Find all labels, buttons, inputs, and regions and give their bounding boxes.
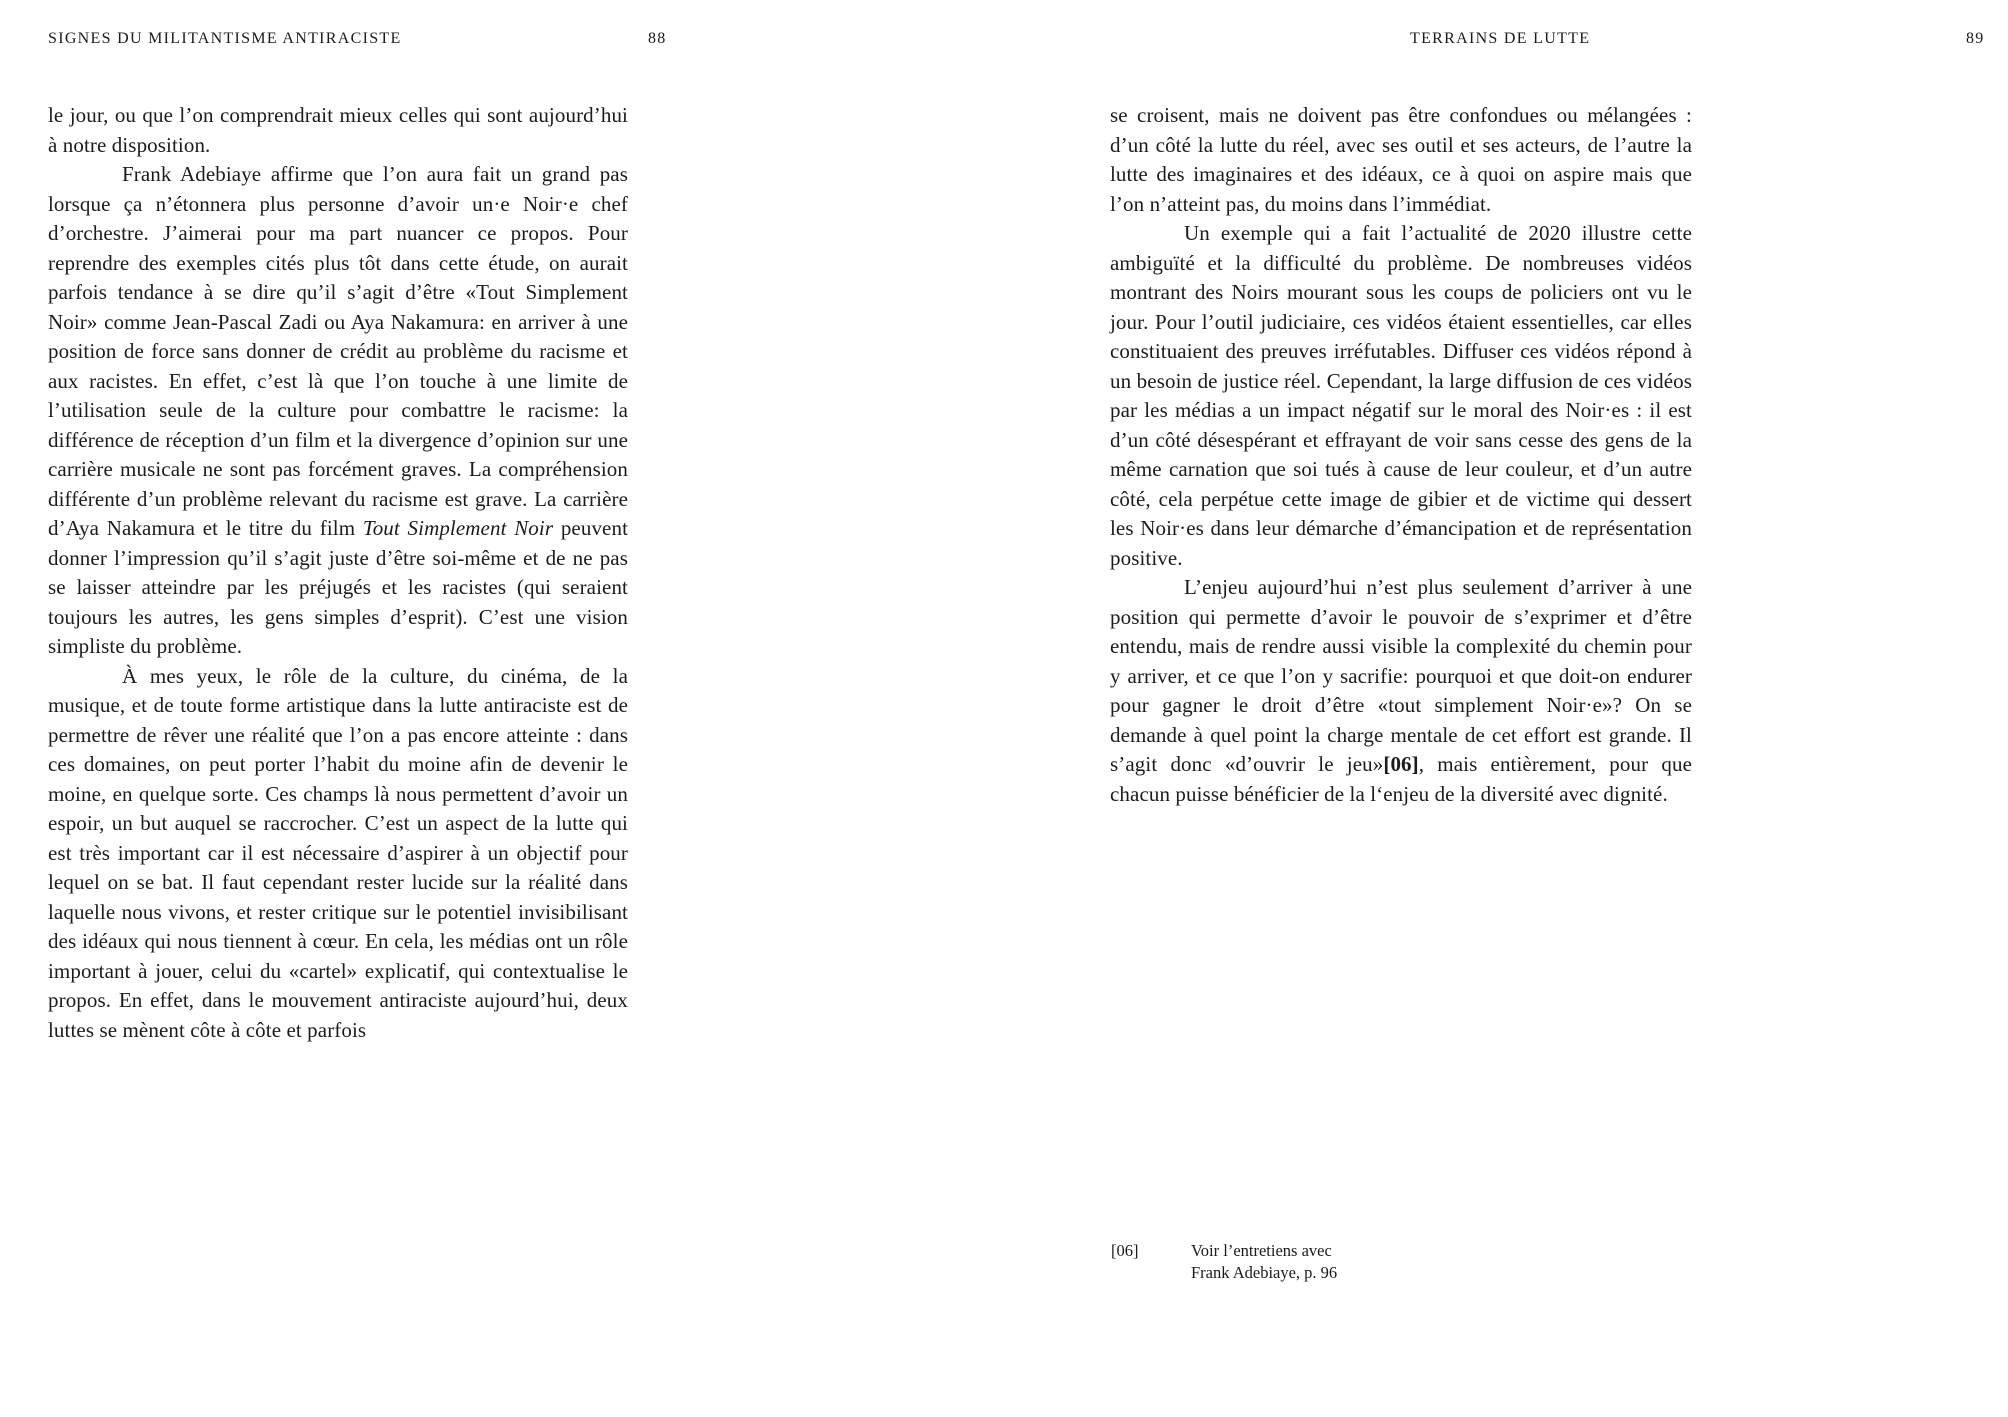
paragraph — [48, 160, 628, 662]
footnote — [1111, 1240, 1541, 1283]
page-number-left: 88 — [648, 30, 667, 47]
text-run: Un exemple qui a fait l’actualité de 2020 illustre cette ambiguïté et la difficulté du problème. De nombreuses vidéos montrant des Noirs mourant sous les coups de policiers ont vu le jour. Pour l’outil judiciaire, ces vidéos étaient essentielles, car elles constituaient des preuves irréfutables. Diffuser ces vidéos répond à un besoin de justice réel. Cependant, la large diffusion de ces vidéos par les médias a un impact négatif sur le moral des Noir·es : il est d’un côté désespérant et effrayant de voir sans cesse des gens de la même carnation que soi tués à cause de leur couleur, et d’un autre côté, cela perpétue cette image de gibier et de victime qui dessert les Noir·es dans leur démarche d’émancipation et de représentation positive. — [1110, 221, 1692, 570]
right-column — [1110, 101, 1692, 809]
running-head-right: TERRAINS DE LUTTE — [1410, 30, 1591, 47]
text-run: le jour, ou que l’on comprendrait mieux celles qui sont aujourd’hui à notre disposition. — [48, 103, 628, 157]
paragraph — [1110, 101, 1692, 219]
text-run: À mes yeux, le rôle de la culture, du cinéma, de la musique, et de toute forme artistique dans la lutte antiraciste est de permettre de rêver une réalité que l’on a pas encore atteinte : dans ces domaines, on peut porter l’habit du moine afin de devenir le moine, en quelque sorte. Ces champs là nous permettent d’avoir un espoir, un but auquel se raccrocher. C’est un aspect de la lutte qui est très important car il est nécessaire d’aspirer à un objectif pour lequel on se bat. Il faut cependant rester lucide sur la réalité dans laquelle nous vivons, et rester critique sur le potentiel invisibilisant des idéaux qui nous tiennent à cœur. En cela, les médias ont un rôle important à jouer, celui du «cartel» explicatif, qui contextualise le propos. En effet, dans le mouvement antiraciste aujourd’hui, deux luttes se mènent côte à côte et parfois — [48, 663, 628, 1042]
paragraph — [1110, 573, 1692, 809]
text-run: se croisent, mais ne doivent pas être confondues ou mélangées : d’un côté la lutte du réel, avec ses outil et ses acteurs, de l’autre la lutte des imaginaires et des idéaux, ce à quoi on aspire mais que l’on n’atteint pas, du moins dans l’immédiat. — [1110, 103, 1692, 216]
footnote-line: Voir l’entretiens avec — [1191, 1241, 1332, 1260]
text-run: , mais entièrement, pour que chacun puisse bénéficier de la l‘enjeu de la diversité avec dignité. — [1110, 752, 1692, 806]
text-run: [06] — [1383, 752, 1419, 776]
footnote-text — [1191, 1240, 1337, 1283]
running-head-left: SIGNES DU MILITANTISME ANTIRACISTE — [48, 30, 402, 47]
text-run: L’enjeu aujourd’hui n’est plus seulement d’arriver à une position qui permette d’avoir le pouvoir de s’exprimer et d’être entendu, mais de rendre aussi visible la complexité du chemin pour y arriver, et ce que l’on y sacrifie: pourquoi et que doit-on endurer pour gagner le droit d’être «tout simplement Noir·e»? On se demande à quel point la charge mentale de cet effort est grande. Il s’agit donc «d’ouvrir le jeu» — [1110, 575, 1692, 776]
footnote-line: Frank Adebiaye, p. 96 — [1191, 1262, 1338, 1282]
text-run: Tout Simplement Noir — [362, 516, 554, 540]
left-column — [48, 101, 628, 1045]
text-run: peuvent donner l’impression qu’il s’agit juste d’être soi-même et de ne pas se laisser atteindre par les préjugés et les racistes (qui seraient toujours les autres, les gens simples d’esprit). C’est une vision simpliste du problème. — [48, 516, 629, 658]
footnote-marker: [06] — [1111, 1241, 1139, 1260]
text-run: Frank Adebiaye affirme que l’on aura fait un grand pas lorsque ça n’étonnera plus personne d’avoir un·e Noir·e chef d’orchestre. J’aimerai pour ma part nuancer ce propos. Pour reprendre des exemples cités plus tôt dans cette étude, on aurait parfois tendance à se dire qu’il s’agit d’être «Tout Simplement Noir» comme Jean-Pascal Zadi ou Aya Nakamura: en arriver à une position de force sans donner de crédit au problème du racisme et aux racistes. En effet, c’est là que l’on touche à une limite de l’utilisation seule de la culture pour combattre le racisme: la différence de réception d’un film et la divergence d’opinion sur une carrière musicale ne sont pas forcément graves. La compréhension différente d’un problème relevant du racisme est grave. La carrière d’Aya Nakamura et le titre du film — [48, 162, 628, 540]
page-number-right: 89 — [1966, 30, 1985, 47]
paragraph — [48, 101, 628, 160]
paragraph — [48, 662, 628, 1046]
paragraph — [1110, 219, 1692, 573]
